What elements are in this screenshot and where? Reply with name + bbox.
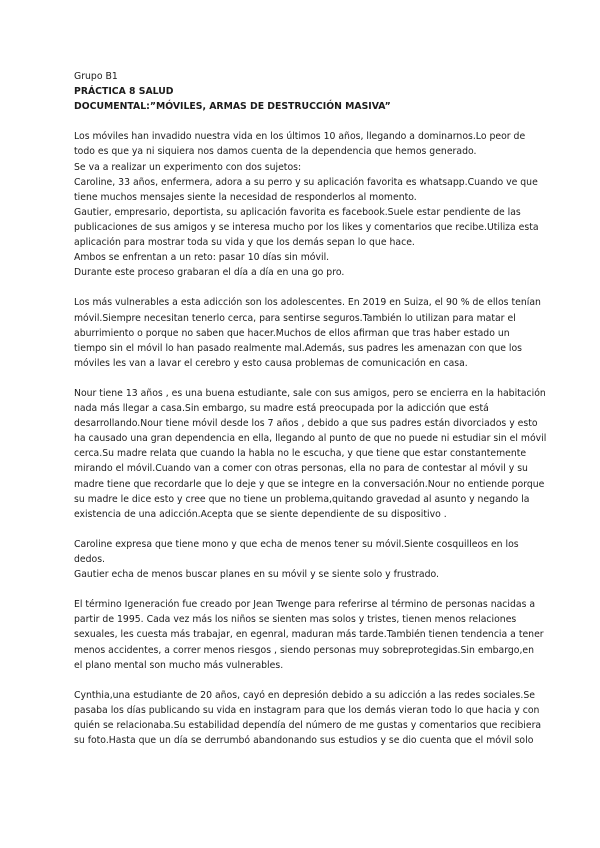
text-line: Gautier, empresario, deportista, su aplicación favorita es facebook.Suele estar pendiente de las [74,206,521,218]
paragraph-spacer [74,582,534,597]
practice-title: PRÁCTICA 8 SALUD [74,86,174,98]
paragraph-spacer [74,371,534,386]
text-line: Caroline expresa que tiene mono y que echa de menos tener su móvil.Siente cosquilleos en los [74,538,519,550]
paragraph-spacer [74,280,534,295]
text-line: pasaba los días publicando su vida en instagram para que los demás vieran todo lo que hacia y con [74,704,540,716]
paragraph-spacer [74,673,534,688]
paragraph [74,597,544,672]
paragraph [74,129,539,280]
text-line: Nour tiene 13 años , es una buena estudiante, sale con sus amigos, pero se encierra en la habitación [74,387,546,399]
text-line: móvil.Siempre necesitan tenerlo cerca, para sentirse seguros.También lo utilizan para matar el [74,312,516,324]
text-line: Cynthia,una estudiante de 20 años, cayó en depresión debido a su adicción a las redes sociales.Se [74,689,535,701]
text-line: quién se relacionaba.Su estabilidad dependía del número de me gustas y comentarios que recibiera [74,720,542,732]
paragraphs [74,129,547,748]
text-line: Ambos se enfrentan a un reto: pasar 10 días sin móvil. [74,252,330,264]
spacer [74,114,534,129]
text-line: mirando el móvil.Cuando van a comer con otras personas, ella no para de contestar al móvil y su [74,463,528,475]
group-label: Grupo B1 [74,71,118,82]
text-line: aburrimiento o porque no saben que hacer.Muchos de ellos afirman que tras haber estado un [74,327,510,339]
text-line: ha causado una gran dependencia en ella, llegando al punto de que no puede ni estudiar sin el móvil [74,433,547,445]
text-line: menos accidentes, a correr menos riesgos , siendo personas muy sobreprotegidas.Sin embargo,en [74,644,535,656]
text-line: tiene muchos mensajes siente la necesidad de responderlos al momento. [74,191,417,203]
text-line: El término Igeneración fue creado por Jean Twenge para referirse al término de personas nacidas a [74,599,536,611]
text-line: dedos. [74,554,106,565]
text-line: Durante este proceso grabaran el día a día en una go pro. [74,267,345,279]
text-line: su madre le dice esto y cree que no tiene un problema,quitando gravedad al asunto y negando la [74,493,530,505]
text-line: Gautier echa de menos buscar planes en su móvil y se siente solo y frustrado. [74,569,439,581]
text-line: móviles les van a lavar el cerebro y esto causa problemas de comunicación en casa. [74,357,468,369]
text-line: partir de 1995. Cada vez más los niños se sienten mas solos y tristes, tienen menos relaciones [74,614,517,626]
text-line: madre tiene que recordarle que lo deje y que se integre en la conversación.Nour no entiende porque [74,478,545,490]
text-line: cerca.Su madre relata que cuando la habla no le escucha, y que tiene que estar constantemente [74,448,527,460]
paragraph-spacer [74,522,534,537]
text-line: desarrollando.Nour tiene móvil desde los 7 años , debido a que sus padres están divorciados y esto [74,418,538,430]
text-line: aplicación para mostrar toda su vida y que los demás sepan lo que hace. [74,237,415,249]
document-body [74,69,547,748]
text-line: Los más vulnerables a esta adicción son los adolescentes. En 2019 en Suiza, el 90 % de ellos tenían [74,297,541,309]
text-line: existencia de una adicción.Acepta que se siente dependiente de su dispositivo . [74,508,447,520]
text-line: Se va a realizar un experimento con dos sujetos: [74,161,302,173]
paragraph [74,386,547,522]
paragraph [74,537,534,582]
text-line: Los móviles han invadido nuestra vida en los últimos 10 años, llegando a dominarnos.Lo peor de [74,131,526,143]
paragraph [74,295,541,370]
text-line: el plano mental son mucho más vulnerables. [74,659,284,671]
text-line: todo es que ya ni siquiera nos damos cuenta de la dependencia que hemos generado. [74,146,477,158]
text-line: Caroline, 33 años, enfermera, adora a su perro y su aplicación favorita es whatsapp.Cuando ve que [74,176,538,188]
documentary-title: DOCUMENTAL:”MÓVILES, ARMAS DE DESTRUCCIÓN MASIVA” [74,101,391,113]
text-line: nada más llegar a casa.Sin embargo, su madre está preocupada por la adicción que está [74,403,489,415]
text-line: sexuales, les cuesta más trabajar, en egenral, maduran más tarde.También tienen tendencia a tener [74,629,544,641]
text-line: tiempo sin el móvil lo han pasado realmente mal.Además, sus padres les amenazan con que los [74,342,523,354]
text-line: su foto.Hasta que un día se derrumbó abandonando sus estudios y se dio cuenta que el móvil solo [74,735,534,747]
paragraph [74,688,542,748]
text-line: publicaciones de sus amigos y se interesa mucho por los likes y comentarios que recibe.Utiliza esta [74,221,539,233]
